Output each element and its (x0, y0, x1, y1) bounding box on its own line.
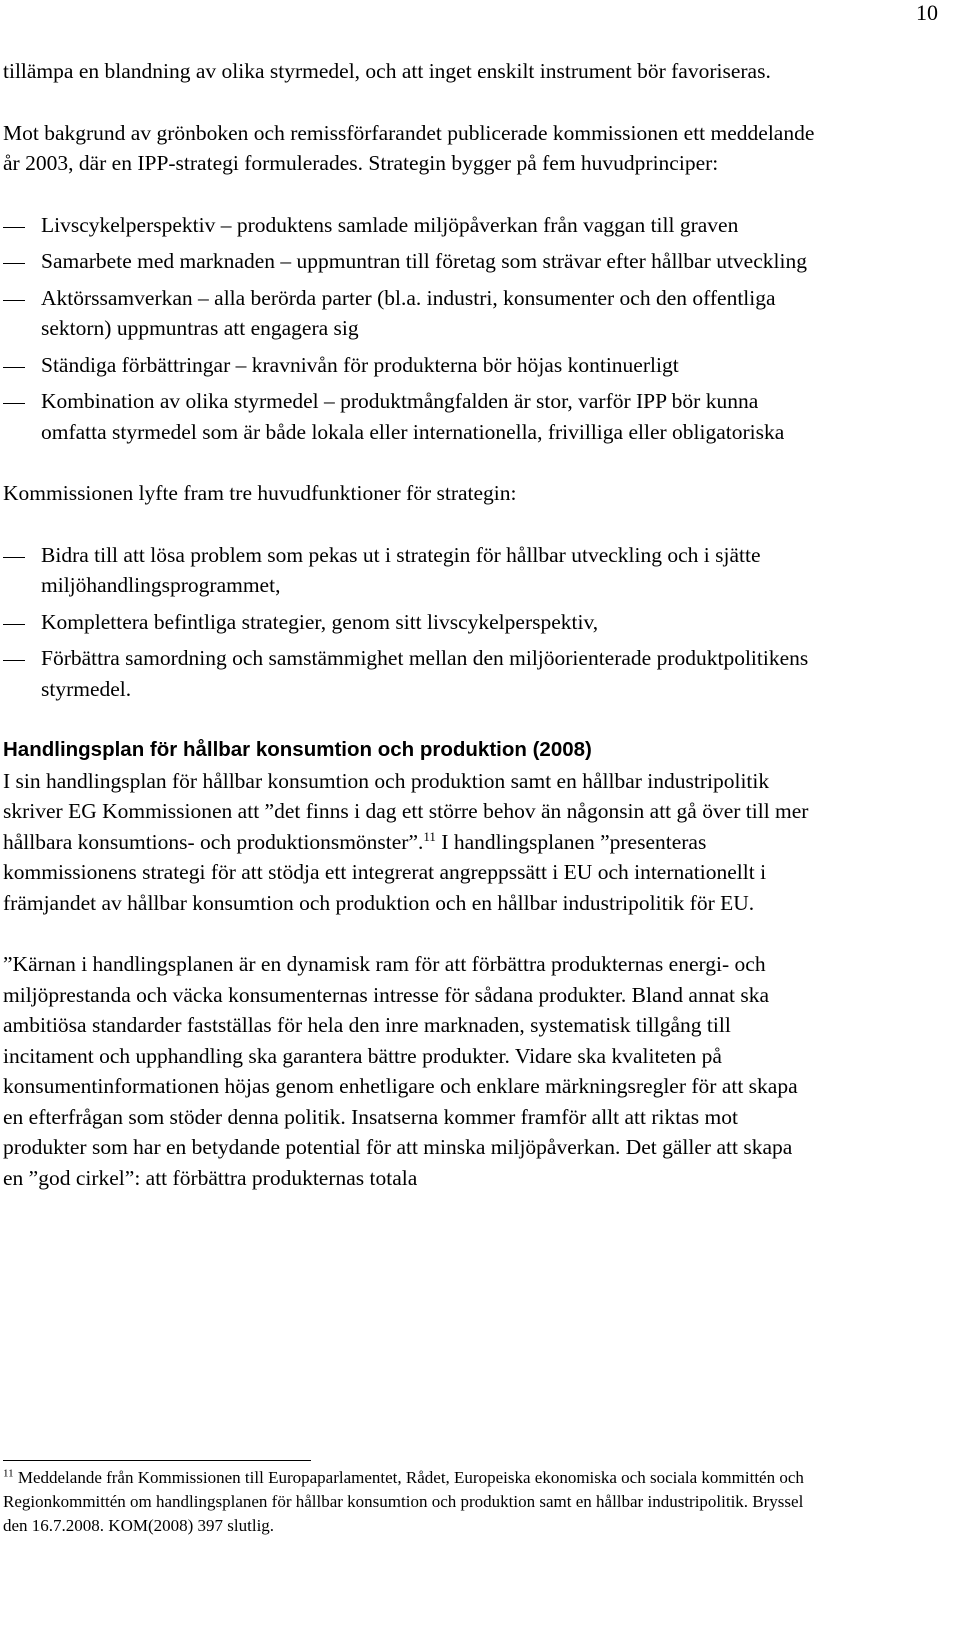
footnote-text: Meddelande från Kommissionen till Europaparlamentet, Rådet, Europeiska ekonomiska och sociala kommittén och Regionkommittén om handlingsplanen för hållbar konsumtion och produktion samt en hållbar industripolitik. Bryssel den 16.7.2008. KOM(2008) 397 slutlig. (3, 1468, 804, 1535)
footnote-reference[interactable]: 11 (423, 828, 436, 844)
page-number: 10 (916, 0, 938, 25)
list-item (3, 643, 815, 704)
list-item-text: Bidra till att lösa problem som pekas ut i strategin för hållbar utveckling och i sjätte miljöhandlingsprogrammet, (41, 542, 761, 597)
dash-bullet-icon (3, 300, 25, 301)
dash-bullet-icon (3, 263, 25, 264)
dash-bullet-icon (3, 367, 25, 368)
list-item-text: Aktörssamverkan – alla berörda parter (bl.a. industri, konsumenter och den offentliga sektorn) uppmuntras att engagera sig (41, 285, 776, 340)
quote-paragraph: ”Kärnan i handlingsplanen är en dynamisk ram för att förbättra produkternas energi- och miljöprestanda och väcka konsumenternas intresse för sådana produkter. Bland annat ska ambitiösa standarder fastställas för hela den inre marknaden, systematisk tillgång till incitament och upphandling ska garantera bättre produkter. Vidare ska kvaliteten på konsumentinformationen höjas genom enhetligare och enklare märkningsregler för att skapa en efterfrågan som stöder denna politik. Insatserna kommer framför allt att riktas mot produkter som har en betydande potential för att minska miljöpåverkan. Det gäller att skapa en ”god cirkel”: att förbättra produkternas totala (3, 952, 798, 1190)
list-item-text: Kombination av olika styrmedel – produktmångfalden är stor, varför IPP bör kunna omfatta styrmedel som är både lokala eller internationella, frivilliga eller obligatoriska (41, 389, 785, 444)
paragraph-text: I handlingsplanen ”presenteras kommissionens strategi för att stödja ett integrerat angreppssätt i EU och internationellt i främjandet av hållbar konsumtion och produktion och en hållbar industripolitik för EU. (3, 829, 767, 915)
principles-list (3, 210, 815, 448)
dash-bullet-icon (3, 227, 25, 228)
document-body (3, 56, 815, 1193)
footnote-number: 11 (3, 1467, 14, 1480)
list-item (3, 283, 815, 344)
list-item-text: Förbättra samordning och samstämmighet mellan den miljöorienterade produktpolitikens styrmedel. (41, 646, 809, 701)
action-plan-paragraph (3, 766, 815, 919)
list-item (3, 540, 815, 601)
list-item (3, 210, 815, 241)
dash-bullet-icon (3, 403, 25, 404)
strategy-intro-paragraph: Mot bakgrund av grönboken och remissförfarandet publicerade kommissionen ett meddelande år 2003, där en IPP-strategi formulerades. Strategin bygger på fem huvudprinciper: (3, 120, 815, 175)
list-item-text: Livscykelperspektiv – produktens samlade miljöpåverkan från vaggan till graven (41, 212, 739, 237)
list-item-text: Komplettera befintliga strategier, genom sitt livscykelperspektiv, (41, 609, 599, 634)
footnote-separator (3, 1460, 311, 1461)
list-item (3, 386, 815, 447)
dash-bullet-icon (3, 624, 25, 625)
functions-list (3, 540, 815, 705)
section-heading: Handlingsplan för hållbar konsumtion och produktion (2008) (3, 738, 592, 761)
intro-continuation-paragraph: tillämpa en blandning av olika styrmedel, och att inget enskilt instrument bör favoriseras. (3, 59, 771, 83)
functions-intro-paragraph: Kommissionen lyfte fram tre huvudfunktioner för strategin: (3, 481, 517, 505)
list-item (3, 350, 815, 381)
dash-bullet-icon (3, 557, 25, 558)
footnote (3, 1466, 815, 1538)
list-item-text: Ständiga förbättringar – kravnivån för produkterna bör höjas kontinuerligt (41, 352, 679, 377)
list-item (3, 246, 815, 277)
list-item-text: Samarbete med marknaden – uppmuntran till företag som strävar efter hållbar utveckling (41, 249, 807, 273)
list-item (3, 607, 815, 638)
dash-bullet-icon (3, 660, 25, 661)
paragraph-text: I sin handlingsplan för hållbar konsumtion och produktion samt en hållbar industripolitik skriver EG Kommissionen att ”det finns i dag ett större behov än någonsin att gå över till mer hållbara konsumtions- och produktionsmönster”. (3, 768, 809, 854)
